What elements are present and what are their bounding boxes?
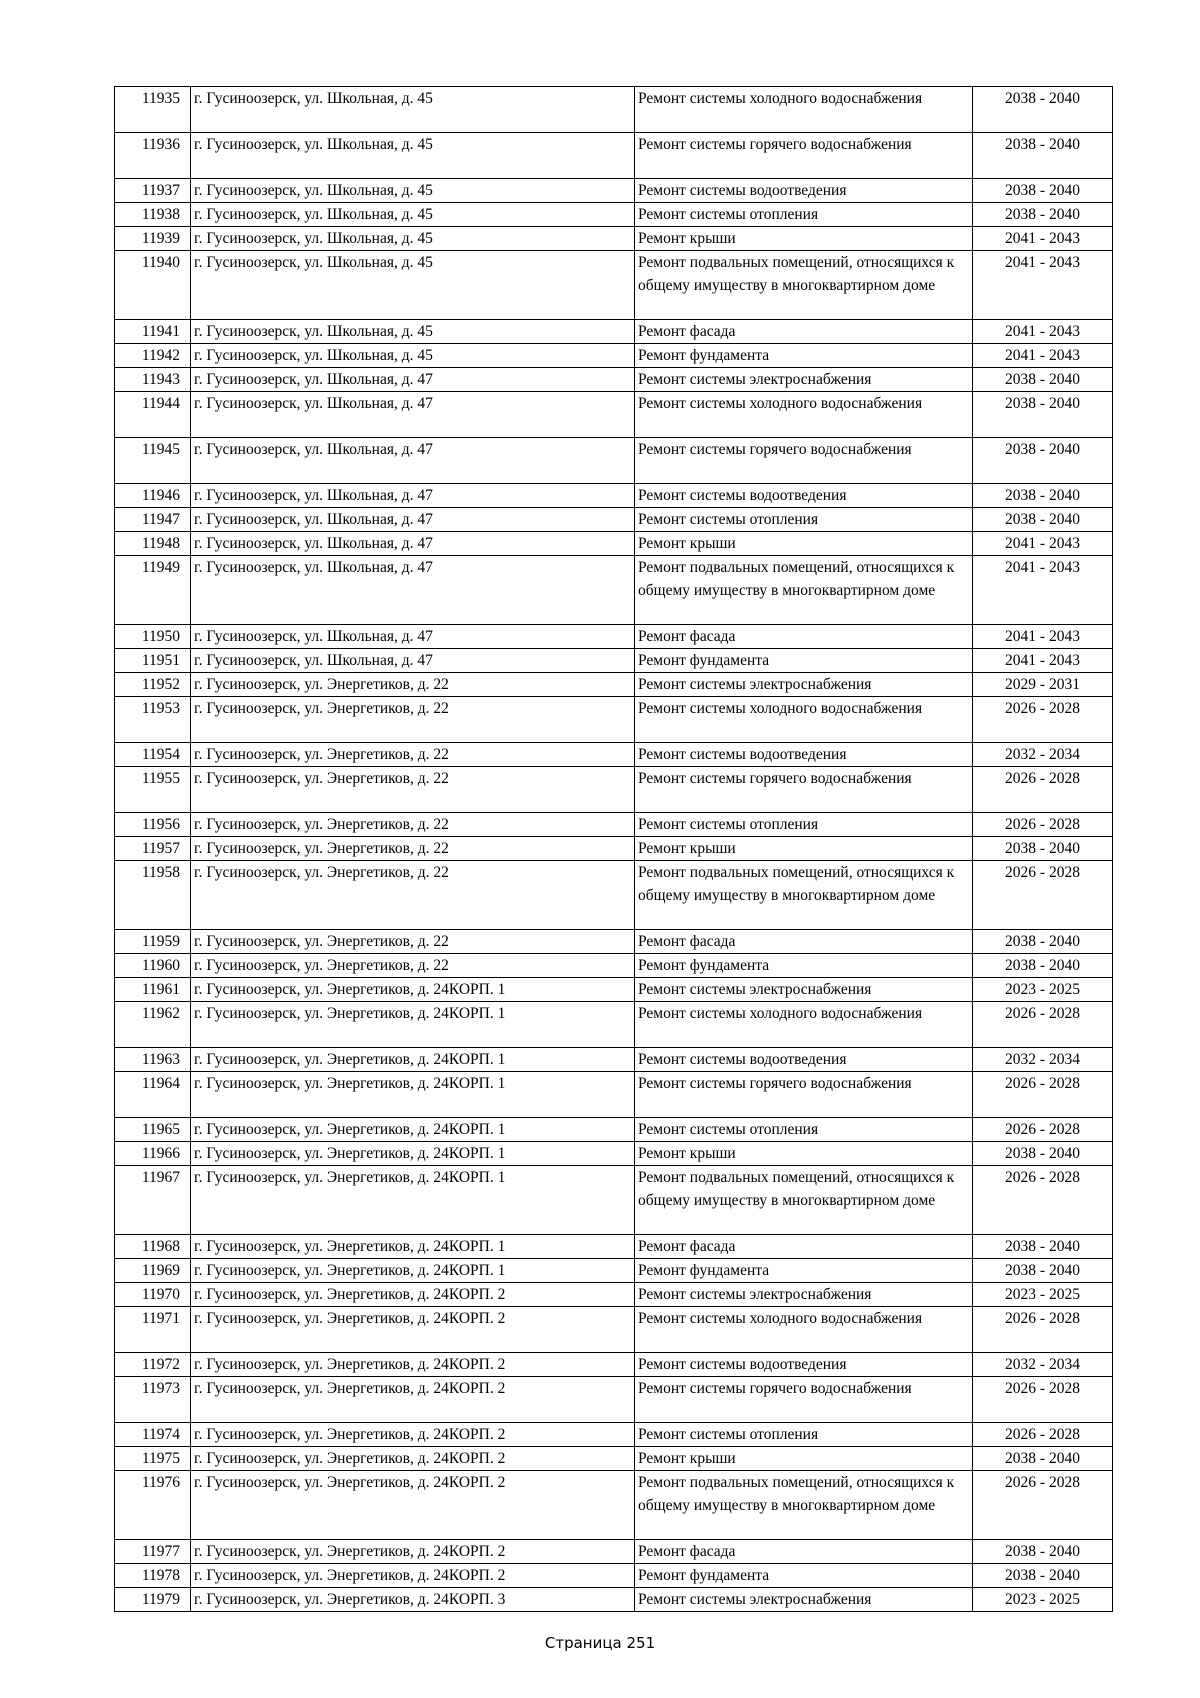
table-row (115, 813, 1113, 837)
row-address: г. Гусиноозерск, ул. Школьная, д. 47 (191, 484, 635, 508)
row-address: г. Гусиноозерск, ул. Энергетиков, д. 22 (191, 930, 635, 954)
row-work-type: Ремонт системы горячего водоснабжения (635, 1072, 973, 1118)
table-row (115, 1540, 1113, 1564)
row-work-type: Ремонт фасада (635, 1235, 973, 1259)
row-address: г. Гусиноозерск, ул. Школьная, д. 45 (191, 344, 635, 368)
table-row (115, 1588, 1113, 1612)
row-address: г. Гусиноозерск, ул. Школьная, д. 47 (191, 438, 635, 484)
table-row (115, 484, 1113, 508)
row-period: 2041 - 2043 (973, 625, 1113, 649)
row-number: 11968 (115, 1235, 191, 1259)
row-work-type: Ремонт системы горячего водоснабжения (635, 1377, 973, 1423)
row-number: 11945 (115, 438, 191, 484)
row-number: 11972 (115, 1353, 191, 1377)
table-row (115, 1166, 1113, 1235)
row-number: 11976 (115, 1471, 191, 1540)
row-address: г. Гусиноозерск, ул. Школьная, д. 47 (191, 368, 635, 392)
row-work-type: Ремонт системы отопления (635, 813, 973, 837)
row-period: 2038 - 2040 (973, 438, 1113, 484)
row-number: 11940 (115, 251, 191, 320)
row-work-type: Ремонт подвальных помещений, относящихся к общему имуществу в многоквартирном доме (635, 251, 973, 320)
row-number: 11955 (115, 767, 191, 813)
table-row (115, 837, 1113, 861)
row-address: г. Гусиноозерск, ул. Энергетиков, д. 24КОРП. 1 (191, 978, 635, 1002)
table-row (115, 227, 1113, 251)
row-period: 2038 - 2040 (973, 508, 1113, 532)
row-address: г. Гусиноозерск, ул. Энергетиков, д. 24КОРП. 1 (191, 1259, 635, 1283)
row-address: г. Гусиноозерск, ул. Школьная, д. 45 (191, 179, 635, 203)
row-number: 11936 (115, 133, 191, 179)
row-number: 11977 (115, 1540, 191, 1564)
row-address: г. Гусиноозерск, ул. Энергетиков, д. 22 (191, 861, 635, 930)
row-period: 2038 - 2040 (973, 930, 1113, 954)
row-work-type: Ремонт фундамента (635, 1259, 973, 1283)
row-period: 2029 - 2031 (973, 673, 1113, 697)
table-row (115, 251, 1113, 320)
page-number: Страница 251 (544, 1634, 656, 1652)
row-number: 11970 (115, 1283, 191, 1307)
table-row (115, 87, 1113, 133)
table-row (115, 133, 1113, 179)
row-work-type: Ремонт фундамента (635, 1564, 973, 1588)
row-work-type: Ремонт системы водоотведения (635, 1353, 973, 1377)
row-address: г. Гусиноозерск, ул. Энергетиков, д. 24КОРП. 2 (191, 1540, 635, 1564)
row-address: г. Гусиноозерск, ул. Школьная, д. 47 (191, 392, 635, 438)
row-period: 2026 - 2028 (973, 813, 1113, 837)
row-address: г. Гусиноозерск, ул. Энергетиков, д. 24КОРП. 2 (191, 1307, 635, 1353)
row-address: г. Гусиноозерск, ул. Энергетиков, д. 24КОРП. 1 (191, 1048, 635, 1072)
row-period: 2032 - 2034 (973, 1048, 1113, 1072)
row-work-type: Ремонт фасада (635, 1540, 973, 1564)
table-row (115, 556, 1113, 625)
row-number: 11939 (115, 227, 191, 251)
row-period: 2038 - 2040 (973, 179, 1113, 203)
table-row (115, 1142, 1113, 1166)
row-number: 11962 (115, 1002, 191, 1048)
row-work-type: Ремонт фундамента (635, 344, 973, 368)
row-period: 2041 - 2043 (973, 320, 1113, 344)
row-work-type: Ремонт системы водоотведения (635, 743, 973, 767)
row-address: г. Гусиноозерск, ул. Школьная, д. 45 (191, 203, 635, 227)
table-row (115, 1072, 1113, 1118)
row-number: 11958 (115, 861, 191, 930)
row-address: г. Гусиноозерск, ул. Энергетиков, д. 24КОРП. 1 (191, 1142, 635, 1166)
row-period: 2038 - 2040 (973, 1564, 1113, 1588)
row-number: 11941 (115, 320, 191, 344)
row-number: 11954 (115, 743, 191, 767)
table-row (115, 1048, 1113, 1072)
row-number: 11949 (115, 556, 191, 625)
row-address: г. Гусиноозерск, ул. Школьная, д. 47 (191, 649, 635, 673)
row-work-type: Ремонт системы горячего водоснабжения (635, 767, 973, 813)
row-number: 11973 (115, 1377, 191, 1423)
row-period: 2026 - 2028 (973, 861, 1113, 930)
row-period: 2038 - 2040 (973, 1540, 1113, 1564)
row-address: г. Гусиноозерск, ул. Энергетиков, д. 22 (191, 767, 635, 813)
row-address: г. Гусиноозерск, ул. Школьная, д. 47 (191, 532, 635, 556)
row-work-type: Ремонт системы отопления (635, 203, 973, 227)
row-period: 2038 - 2040 (973, 1447, 1113, 1471)
row-number: 11938 (115, 203, 191, 227)
row-address: г. Гусиноозерск, ул. Школьная, д. 47 (191, 556, 635, 625)
table-row (115, 1002, 1113, 1048)
table-row (115, 1447, 1113, 1471)
row-address: г. Гусиноозерск, ул. Энергетиков, д. 24КОРП. 2 (191, 1377, 635, 1423)
row-work-type: Ремонт фасада (635, 625, 973, 649)
row-number: 11950 (115, 625, 191, 649)
table-row (115, 649, 1113, 673)
row-work-type: Ремонт системы водоотведения (635, 1048, 973, 1072)
row-number: 11964 (115, 1072, 191, 1118)
row-work-type: Ремонт системы отопления (635, 508, 973, 532)
row-address: г. Гусиноозерск, ул. Энергетиков, д. 24КОРП. 3 (191, 1588, 635, 1612)
table-row (115, 344, 1113, 368)
row-period: 2026 - 2028 (973, 1307, 1113, 1353)
row-address: г. Гусиноозерск, ул. Школьная, д. 45 (191, 133, 635, 179)
row-address: г. Гусиноозерск, ул. Энергетиков, д. 24КОРП. 2 (191, 1564, 635, 1588)
table-row (115, 1235, 1113, 1259)
row-number: 11961 (115, 978, 191, 1002)
row-work-type: Ремонт системы холодного водоснабжения (635, 697, 973, 743)
row-work-type: Ремонт фундамента (635, 954, 973, 978)
row-number: 11943 (115, 368, 191, 392)
row-work-type: Ремонт системы электроснабжения (635, 368, 973, 392)
row-work-type: Ремонт подвальных помещений, относящихся к общему имуществу в многоквартирном доме (635, 1166, 973, 1235)
table-row (115, 508, 1113, 532)
row-period: 2026 - 2028 (973, 1377, 1113, 1423)
row-work-type: Ремонт системы отопления (635, 1423, 973, 1447)
table-row (115, 320, 1113, 344)
row-address: г. Гусиноозерск, ул. Школьная, д. 45 (191, 227, 635, 251)
row-number: 11952 (115, 673, 191, 697)
row-period: 2023 - 2025 (973, 1283, 1113, 1307)
table-row (115, 1471, 1113, 1540)
row-work-type: Ремонт системы водоотведения (635, 484, 973, 508)
row-number: 11948 (115, 532, 191, 556)
row-period: 2041 - 2043 (973, 556, 1113, 625)
row-address: г. Гусиноозерск, ул. Энергетиков, д. 22 (191, 743, 635, 767)
table-row (115, 1307, 1113, 1353)
row-period: 2038 - 2040 (973, 133, 1113, 179)
row-number: 11944 (115, 392, 191, 438)
row-period: 2026 - 2028 (973, 1072, 1113, 1118)
table-row (115, 1423, 1113, 1447)
row-address: г. Гусиноозерск, ул. Энергетиков, д. 24КОРП. 1 (191, 1072, 635, 1118)
table-row (115, 625, 1113, 649)
table-row (115, 1118, 1113, 1142)
row-address: г. Гусиноозерск, ул. Энергетиков, д. 24КОРП. 2 (191, 1353, 635, 1377)
row-work-type: Ремонт системы холодного водоснабжения (635, 1307, 973, 1353)
row-address: г. Гусиноозерск, ул. Энергетиков, д. 24КОРП. 1 (191, 1118, 635, 1142)
row-period: 2038 - 2040 (973, 203, 1113, 227)
table-body (115, 87, 1113, 1612)
row-period: 2026 - 2028 (973, 697, 1113, 743)
table-row (115, 1353, 1113, 1377)
row-period: 2041 - 2043 (973, 344, 1113, 368)
row-work-type: Ремонт фасада (635, 930, 973, 954)
repair-schedule-table (114, 86, 1113, 1612)
row-period: 2038 - 2040 (973, 1142, 1113, 1166)
table-row (115, 767, 1113, 813)
row-number: 11975 (115, 1447, 191, 1471)
row-period: 2038 - 2040 (973, 837, 1113, 861)
row-address: г. Гусиноозерск, ул. Энергетиков, д. 22 (191, 697, 635, 743)
table-row (115, 1283, 1113, 1307)
table-row (115, 203, 1113, 227)
row-work-type: Ремонт системы электроснабжения (635, 978, 973, 1002)
row-address: г. Гусиноозерск, ул. Энергетиков, д. 22 (191, 837, 635, 861)
table-row (115, 861, 1113, 930)
row-number: 11959 (115, 930, 191, 954)
row-address: г. Гусиноозерск, ул. Энергетиков, д. 24КОРП. 2 (191, 1447, 635, 1471)
row-work-type: Ремонт системы электроснабжения (635, 1283, 973, 1307)
row-work-type: Ремонт крыши (635, 837, 973, 861)
row-number: 11935 (115, 87, 191, 133)
row-period: 2026 - 2028 (973, 1118, 1113, 1142)
row-period: 2026 - 2028 (973, 1002, 1113, 1048)
row-period: 2038 - 2040 (973, 1235, 1113, 1259)
row-number: 11947 (115, 508, 191, 532)
table-row (115, 438, 1113, 484)
row-address: г. Гусиноозерск, ул. Энергетиков, д. 24КОРП. 2 (191, 1283, 635, 1307)
row-work-type: Ремонт системы отопления (635, 1118, 973, 1142)
row-number: 11942 (115, 344, 191, 368)
row-number: 11969 (115, 1259, 191, 1283)
row-period: 2038 - 2040 (973, 484, 1113, 508)
row-work-type: Ремонт системы горячего водоснабжения (635, 133, 973, 179)
row-address: г. Гусиноозерск, ул. Энергетиков, д. 24КОРП. 1 (191, 1166, 635, 1235)
table-row (115, 368, 1113, 392)
row-work-type: Ремонт крыши (635, 532, 973, 556)
row-period: 2026 - 2028 (973, 1166, 1113, 1235)
row-number: 11960 (115, 954, 191, 978)
row-address: г. Гусиноозерск, ул. Школьная, д. 45 (191, 251, 635, 320)
row-work-type: Ремонт системы холодного водоснабжения (635, 392, 973, 438)
row-period: 2041 - 2043 (973, 227, 1113, 251)
row-address: г. Гусиноозерск, ул. Школьная, д. 45 (191, 320, 635, 344)
row-work-type: Ремонт системы электроснабжения (635, 673, 973, 697)
row-period: 2038 - 2040 (973, 368, 1113, 392)
row-period: 2038 - 2040 (973, 392, 1113, 438)
table-row (115, 392, 1113, 438)
row-work-type: Ремонт подвальных помещений, относящихся к общему имуществу в многоквартирном доме (635, 1471, 973, 1540)
row-address: г. Гусиноозерск, ул. Энергетиков, д. 24КОРП. 1 (191, 1235, 635, 1259)
row-number: 11978 (115, 1564, 191, 1588)
row-address: г. Гусиноозерск, ул. Энергетиков, д. 24КОРП. 2 (191, 1471, 635, 1540)
row-period: 2041 - 2043 (973, 532, 1113, 556)
row-number: 11956 (115, 813, 191, 837)
row-number: 11967 (115, 1166, 191, 1235)
row-address: г. Гусиноозерск, ул. Энергетиков, д. 24КОРП. 2 (191, 1423, 635, 1447)
row-number: 11951 (115, 649, 191, 673)
row-number: 11946 (115, 484, 191, 508)
table-row (115, 532, 1113, 556)
row-number: 11963 (115, 1048, 191, 1072)
row-work-type: Ремонт подвальных помещений, относящихся к общему имуществу в многоквартирном доме (635, 861, 973, 930)
table-row (115, 1564, 1113, 1588)
table-row (115, 978, 1113, 1002)
row-address: г. Гусиноозерск, ул. Школьная, д. 47 (191, 508, 635, 532)
row-work-type: Ремонт системы холодного водоснабжения (635, 1002, 973, 1048)
table-row (115, 1259, 1113, 1283)
row-number: 11953 (115, 697, 191, 743)
row-period: 2026 - 2028 (973, 1471, 1113, 1540)
row-work-type: Ремонт системы водоотведения (635, 179, 973, 203)
table-row (115, 1377, 1113, 1423)
row-period: 2026 - 2028 (973, 1423, 1113, 1447)
row-period: 2038 - 2040 (973, 954, 1113, 978)
row-work-type: Ремонт системы горячего водоснабжения (635, 438, 973, 484)
row-address: г. Гусиноозерск, ул. Энергетиков, д. 22 (191, 813, 635, 837)
row-number: 11966 (115, 1142, 191, 1166)
table-row (115, 697, 1113, 743)
row-number: 11979 (115, 1588, 191, 1612)
row-address: г. Гусиноозерск, ул. Школьная, д. 45 (191, 87, 635, 133)
row-work-type: Ремонт системы электроснабжения (635, 1588, 973, 1612)
row-period: 2023 - 2025 (973, 1588, 1113, 1612)
row-address: г. Гусиноозерск, ул. Энергетиков, д. 24КОРП. 1 (191, 1002, 635, 1048)
row-address: г. Гусиноозерск, ул. Энергетиков, д. 22 (191, 954, 635, 978)
row-period: 2032 - 2034 (973, 1353, 1113, 1377)
row-work-type: Ремонт крыши (635, 1142, 973, 1166)
row-number: 11937 (115, 179, 191, 203)
row-work-type: Ремонт крыши (635, 227, 973, 251)
row-period: 2041 - 2043 (973, 251, 1113, 320)
row-period: 2023 - 2025 (973, 978, 1113, 1002)
table-row (115, 673, 1113, 697)
row-work-type: Ремонт подвальных помещений, относящихся к общему имуществу в многоквартирном доме (635, 556, 973, 625)
row-address: г. Гусиноозерск, ул. Школьная, д. 47 (191, 625, 635, 649)
row-work-type: Ремонт фундамента (635, 649, 973, 673)
row-work-type: Ремонт фасада (635, 320, 973, 344)
row-period: 2038 - 2040 (973, 1259, 1113, 1283)
row-number: 11971 (115, 1307, 191, 1353)
row-period: 2026 - 2028 (973, 767, 1113, 813)
row-period: 2032 - 2034 (973, 743, 1113, 767)
row-number: 11965 (115, 1118, 191, 1142)
table-row (115, 930, 1113, 954)
row-work-type: Ремонт крыши (635, 1447, 973, 1471)
table-row (115, 743, 1113, 767)
table-row (115, 954, 1113, 978)
table-row (115, 179, 1113, 203)
row-period: 2038 - 2040 (973, 87, 1113, 133)
row-number: 11974 (115, 1423, 191, 1447)
row-period: 2041 - 2043 (973, 649, 1113, 673)
row-number: 11957 (115, 837, 191, 861)
row-work-type: Ремонт системы холодного водоснабжения (635, 87, 973, 133)
row-address: г. Гусиноозерск, ул. Энергетиков, д. 22 (191, 673, 635, 697)
